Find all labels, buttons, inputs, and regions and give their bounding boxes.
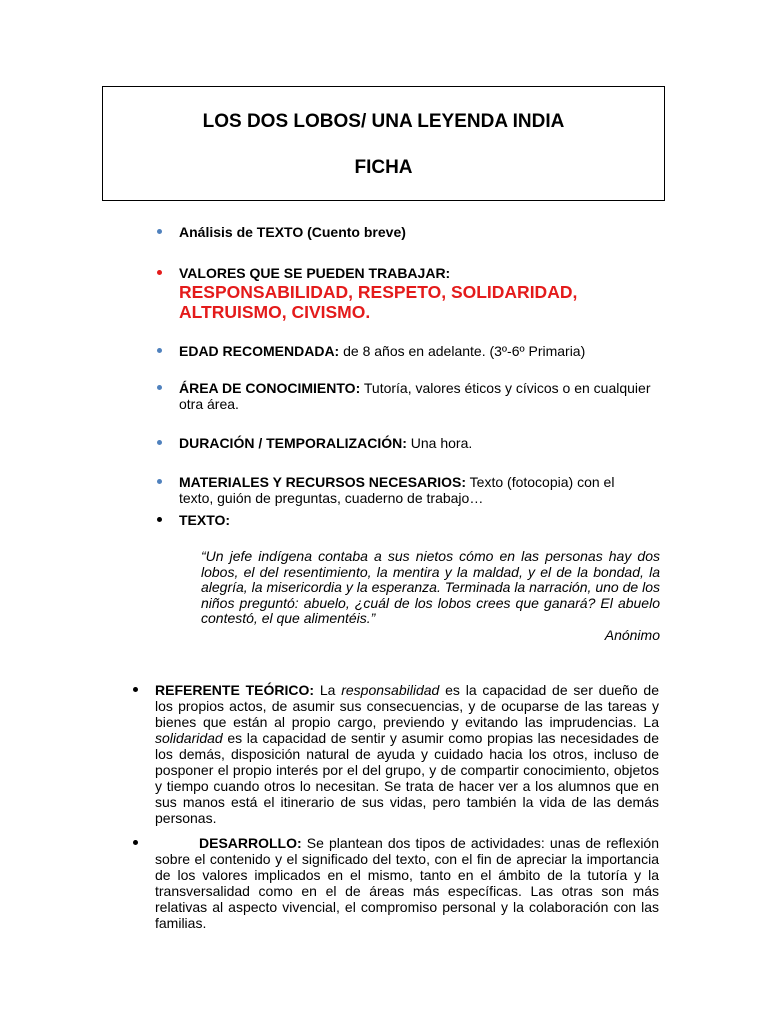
desarrollo-text: Se plantean dos tipos de actividades: unas de reflexión sobre el contenido y el significado del texto, con el fin de apreciar la importancia de los valores implicados en el mismo, tanto en el ámbito de la tutoría y la transversalidad como en el de áreas más específicas. Las otras son más relativas al aspecto vivencial, el compromiso personal y la colaboración con las familias. xyxy=(155,835,659,931)
legend-quote: “Un jefe indígena contaba a sus nietos cómo en las personas hay dos lobos, el del resentimiento, la mentira y la maldad, y el de la bondad, la alegría, la misericordia y la esperanza. Terminada la narración, uno de los niños preguntó: abuelo, ¿cuál de los lobos crees que ganará? El abuelo contestó, el que alimentéis.” xyxy=(201,548,660,626)
referente-paragraph xyxy=(155,682,659,826)
materiales-item xyxy=(179,474,649,506)
valores-list: RESPONSABILIDAD, RESPETO, SOLIDARIDAD, ALTRUISMO, CIVISMO. xyxy=(179,282,578,322)
materiales-value: Texto (fotocopia) con el texto, guión de preguntas, cuaderno de trabajo… xyxy=(179,474,615,506)
duracion-label: DURACIÓN / TEMPORALIZACIÓN: xyxy=(179,435,407,451)
area-label: ÁREA DE CONOCIMIENTO: xyxy=(179,380,361,396)
referente-text: La xyxy=(314,682,342,698)
document-subtitle: FICHA xyxy=(354,157,413,178)
desarrollo-paragraph xyxy=(155,835,659,931)
bullet-icon xyxy=(133,840,138,845)
bullet-icon xyxy=(157,517,162,522)
term-responsabilidad: responsabilidad xyxy=(341,682,440,698)
duracion-value: Una hora. xyxy=(406,435,473,451)
area-value: Tutoría, valores éticos y cívicos o en cualquier otra área. xyxy=(179,380,651,412)
bullet-icon xyxy=(133,687,138,692)
title-box xyxy=(102,86,665,201)
desarrollo-label: DESARROLLO: xyxy=(199,835,302,851)
duracion-item xyxy=(179,435,649,451)
bullet-icon xyxy=(157,229,162,234)
texto-label: TEXTO: xyxy=(179,512,231,528)
term-solidaridad: solidaridad xyxy=(155,730,223,746)
area-item xyxy=(179,380,661,412)
materiales-label: MATERIALES Y RECURSOS NECESARIOS: xyxy=(179,474,467,490)
edad-value: de 8 años en adelante. (3º-6º Primaria) xyxy=(339,343,586,359)
document-title: LOS DOS LOBOS/ UNA LEYENDA INDIA xyxy=(202,111,565,132)
quote-author: Anónimo xyxy=(604,627,660,643)
bullet-icon xyxy=(157,440,162,445)
bullet-icon xyxy=(157,479,162,484)
edad-label: EDAD RECOMENDADA: xyxy=(179,343,340,359)
bullet-icon xyxy=(157,385,162,390)
referente-text: es la capacidad de sentir y asumir como propias las necesidades de los demás, disposición natural de ayuda y cuidado hacia los otros, incluso de posponer el propio interés por el del grupo, y de compartir conocimiento, objetos y tiempo cuando otros lo necesitan. Se trata de hacer ver a los alumnos que en sus manos está el itinerario de sus vidas, pero también la vida de las demás personas. xyxy=(155,730,659,826)
referente-text: es la capacidad de ser dueño de los propios actos, de asumir sus consecuencias, y de ocuparse de las tareas y bienes que están al propio cargo, previendo y evitando las imprudencias. La xyxy=(155,682,659,730)
referente-label: REFERENTE TEÓRICO: xyxy=(155,682,315,698)
bullet-icon xyxy=(157,348,162,353)
edad-item xyxy=(179,343,649,359)
valores-label: VALORES QUE SE PUEDEN TRABAJAR: xyxy=(179,265,451,281)
analisis-item: Análisis de TEXTO (Cuento breve) xyxy=(179,224,406,240)
bullet-icon xyxy=(157,270,162,275)
